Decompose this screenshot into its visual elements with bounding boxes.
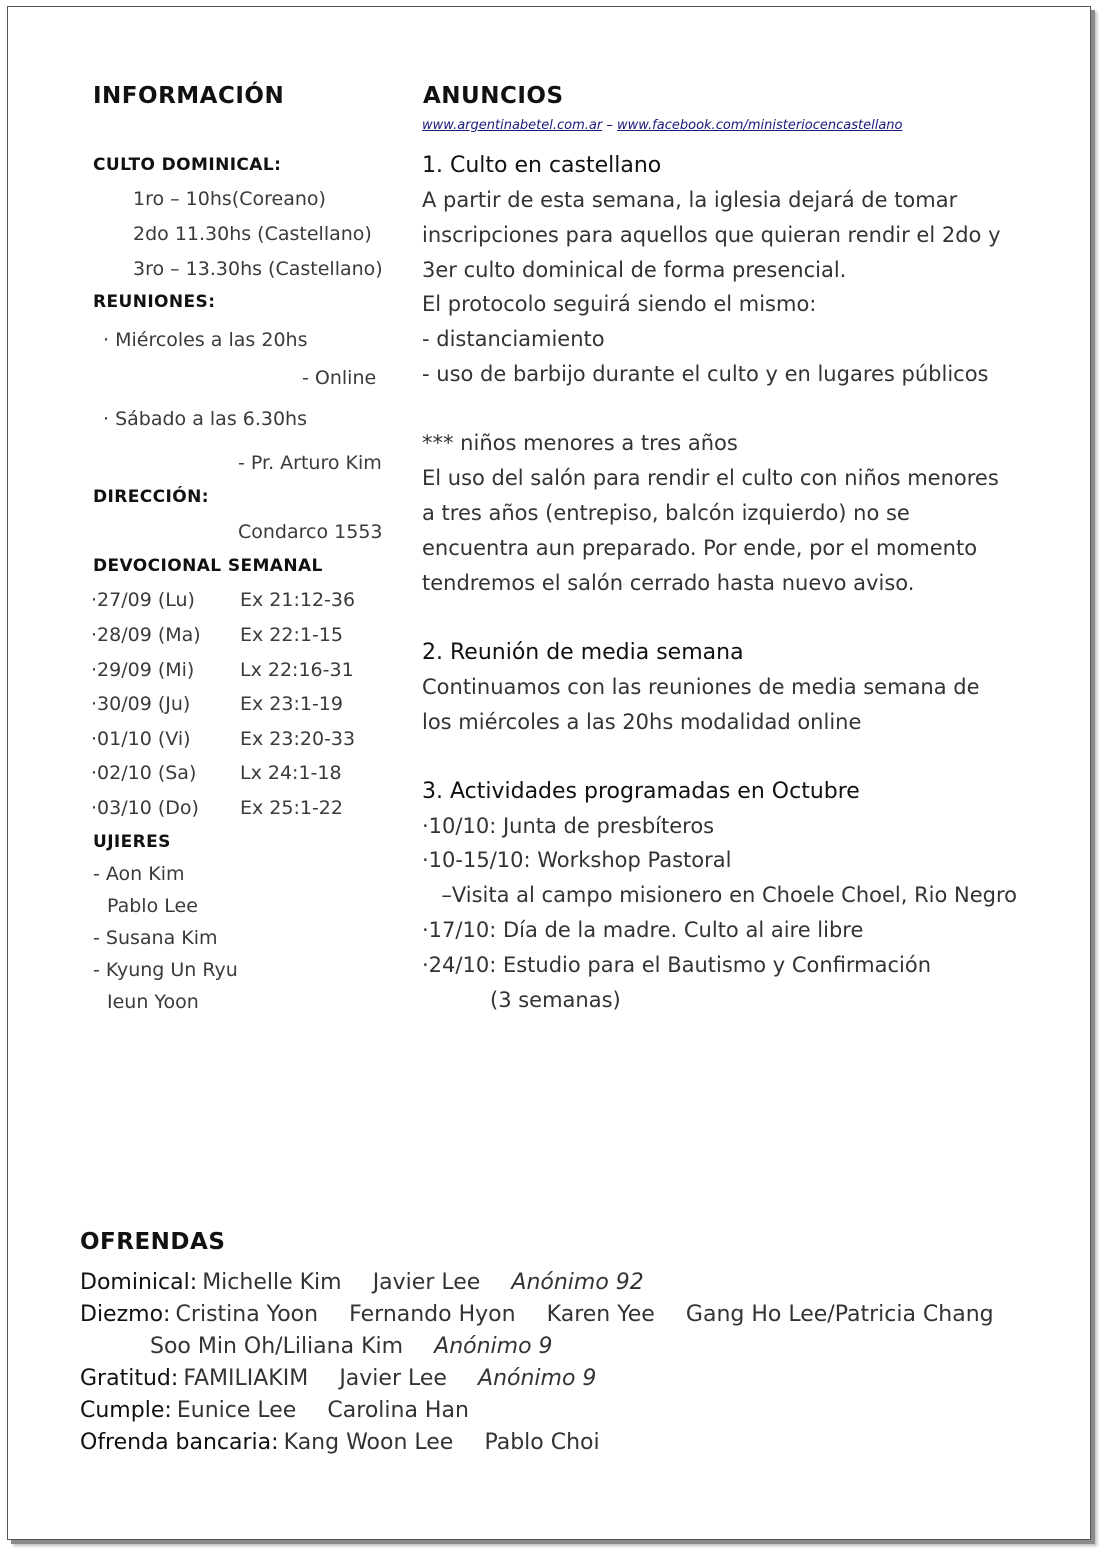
culto-item: 3ro – 13.30hs (Castellano) <box>133 258 383 280</box>
direccion-label: DIRECCIÓN: <box>93 487 209 507</box>
culto-item: 2do 11.30hs (Castellano) <box>133 223 372 245</box>
devocional-date: ·03/10 (Do) <box>91 797 199 819</box>
ujier-item: Ieun Yoon <box>107 991 199 1013</box>
direccion-value: Condarco 1553 <box>238 521 383 543</box>
section-1-line: El uso del salón para rendir el culto con niños menores <box>422 466 999 490</box>
section-1-line: A partir de esta semana, la iglesia dejará de tomar <box>422 188 958 212</box>
dominical-label: Dominical: <box>80 1270 198 1295</box>
section-3-line: ·10-15/10: Workshop Pastoral <box>422 848 732 872</box>
section-3-line: ·10/10: Junta de presbíteros <box>422 814 715 838</box>
section-2-title: 2. Reunión de media semana <box>422 640 744 665</box>
donor-anonymous: Anónimo 9 <box>478 1366 597 1391</box>
devocional-ref: Ex 21:12-36 <box>240 589 356 611</box>
section-3-line: ·17/10: Día de la madre. Culto al aire libre <box>422 918 864 942</box>
anuncios-title: ANUNCIOS <box>423 83 564 109</box>
donor-name: Kang Woon Lee <box>283 1430 454 1455</box>
devocional-date: ·01/10 (Vi) <box>91 728 191 750</box>
donor-name: Javier Lee <box>339 1366 447 1391</box>
devocional-ref: Ex 23:1-19 <box>240 693 343 715</box>
facebook-link[interactable]: www.facebook.com/ministeriocencastellano <box>616 118 903 133</box>
donor-name: Michelle Kim <box>202 1270 342 1295</box>
donor-name: Cristina Yoon <box>175 1302 319 1327</box>
website-link[interactable]: www.argentinabetel.com.ar <box>422 118 603 133</box>
ujier-item: - Susana Kim <box>93 927 218 949</box>
donor-name: Javier Lee <box>372 1270 481 1295</box>
devocional-date: ·28/09 (Ma) <box>91 624 201 646</box>
ujier-item: - Aon Kim <box>93 863 185 885</box>
section-1-line: encuentra aun preparado. Por ende, por el momento <box>422 536 978 560</box>
ofrenda-row-dominical <box>80 1270 670 1295</box>
ujier-item: - Kyung Un Ryu <box>93 959 238 981</box>
bancaria-label: Ofrenda bancaria: <box>80 1430 279 1455</box>
section-3-title: 3. Actividades programadas en Octubre <box>422 779 860 804</box>
section-1-line: a tres años (entrepiso, balcón izquierdo) no se <box>422 501 910 525</box>
donor-anonymous: Anónimo 9 <box>434 1334 553 1359</box>
reunion-detail: - Online <box>302 367 377 389</box>
devocional-ref: Ex 23:20-33 <box>240 728 356 750</box>
donor-name: Eunice Lee <box>176 1398 297 1423</box>
ujieres-label: UJIERES <box>93 832 171 852</box>
section-1-title: 1. Culto en castellano <box>422 153 662 178</box>
section-1-line: *** niños menores a tres años <box>422 431 738 455</box>
section-3-line: ·24/10: Estudio para el Bautismo y Confirmación <box>422 953 932 977</box>
ujier-item: Pablo Lee <box>107 895 198 917</box>
ofrenda-row-diezmo <box>80 1302 1020 1327</box>
devocional-date: ·27/09 (Lu) <box>91 589 195 611</box>
devocional-ref: Lx 24:1-18 <box>240 762 342 784</box>
section-1-line: El protocolo seguirá siendo el mismo: <box>422 292 817 316</box>
culto-item: 1ro – 10hs(Coreano) <box>133 188 326 210</box>
section-1-line: 3er culto dominical de forma presencial. <box>422 258 847 282</box>
section-3-line: (3 semanas) <box>490 988 621 1012</box>
devocional-ref: Lx 22:16-31 <box>240 659 354 681</box>
section-1-line: tendremos el salón cerrado hasta nuevo aviso. <box>422 571 915 595</box>
donor-name: FAMILIAKIM <box>183 1366 309 1391</box>
devocional-label: DEVOCIONAL SEMANAL <box>93 556 323 576</box>
donor-name: Carolina Han <box>327 1398 469 1423</box>
link-separator: – <box>602 118 617 133</box>
donor-name: Gang Ho Lee/Patricia Chang <box>685 1302 994 1327</box>
ofrenda-row-cumple <box>80 1398 495 1423</box>
cumple-label: Cumple: <box>80 1398 172 1423</box>
section-1-line: - distanciamiento <box>422 327 605 351</box>
section-1-line: - uso de barbijo durante el culto y en lugares públicos <box>422 362 989 386</box>
devocional-ref: Ex 25:1-22 <box>240 797 343 819</box>
section-2-line: Continuamos con las reuniones de media semana de <box>422 675 980 699</box>
devocional-date: ·02/10 (Sa) <box>91 762 197 784</box>
reunion-detail: - Pr. Arturo Kim <box>238 452 382 474</box>
devocional-ref: Ex 22:1-15 <box>240 624 343 646</box>
ofrendas-title: OFRENDAS <box>80 1229 226 1255</box>
gratitud-label: Gratitud: <box>80 1366 179 1391</box>
reuniones-label: REUNIONES: <box>93 292 216 312</box>
donor-name: Karen Yee <box>546 1302 655 1327</box>
bulletin-page <box>7 6 1091 1540</box>
culto-label: CULTO DOMINICAL: <box>93 155 282 175</box>
devocional-date: ·29/09 (Mi) <box>91 659 195 681</box>
info-title: INFORMACIÓN <box>93 83 285 109</box>
reunion-item: · Sábado a las 6.30hs <box>103 408 307 430</box>
donor-name: Soo Min Oh/Liliana Kim <box>150 1334 404 1359</box>
ofrenda-row-bancaria <box>80 1430 626 1455</box>
ofrenda-row-gratitud <box>80 1366 622 1391</box>
donor-anonymous: Anónimo 92 <box>511 1270 644 1295</box>
ofrenda-row-diezmo-cont <box>150 1334 579 1359</box>
section-1-line: inscripciones para aquellos que quieran rendir el 2do y <box>422 223 1001 247</box>
donor-name: Fernando Hyon <box>349 1302 516 1327</box>
donor-name: Pablo Choi <box>484 1430 600 1455</box>
devocional-date: ·30/09 (Ju) <box>91 693 191 715</box>
reunion-item: · Miércoles a las 20hs <box>103 329 308 351</box>
section-3-line: –Visita al campo misionero en Choele Choel, Rio Negro <box>428 883 1018 907</box>
links-line <box>422 118 903 133</box>
diezmo-label: Diezmo: <box>80 1302 171 1327</box>
section-2-line: los miércoles a las 20hs modalidad online <box>422 710 862 734</box>
